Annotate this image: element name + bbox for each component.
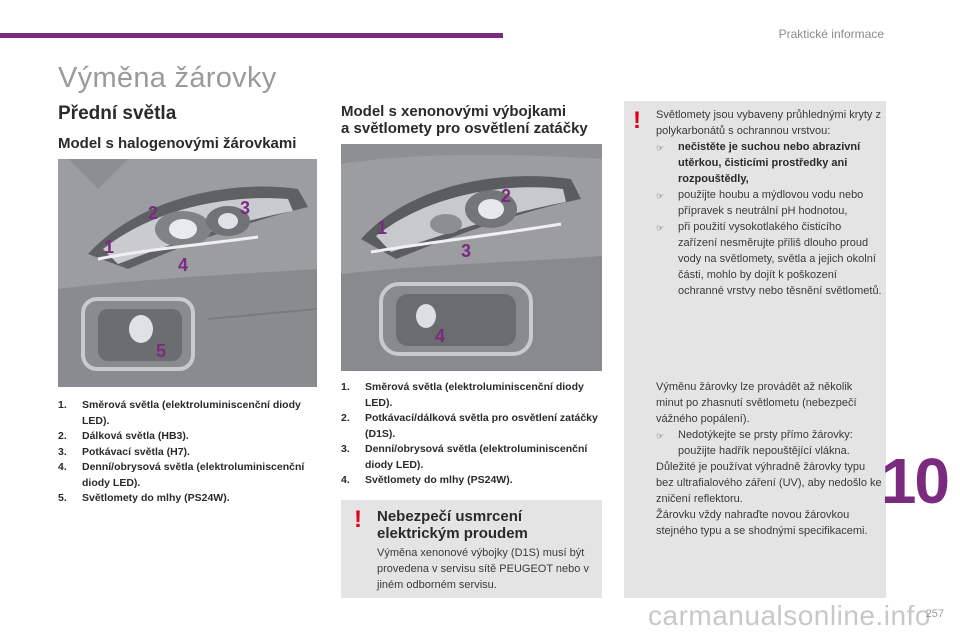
front-lights-heading: Přední světla	[58, 103, 177, 124]
bullet-hand-icon: ☞	[656, 223, 665, 233]
bullet-item: ☞ nečistěte je suchou nebo abrazivní utěrkou, čisticími prostředky ani rozpouštědly,	[656, 141, 861, 185]
xenon-model-heading: Model s xenonovými výbojkami a světlomety pro osvětlení zatáčky	[341, 103, 588, 137]
xenon-headlamp-photo: 1 2 3 4	[341, 144, 602, 371]
chapter-number: 10	[880, 445, 948, 517]
legend-item: 4. Světlomety do mlhy (PS24W).	[341, 474, 513, 486]
bullet-hand-icon: ☞	[656, 143, 665, 153]
legend-item: 4. Denní/obrysová světla (elektroluminiscenční diody LED).	[58, 461, 305, 489]
electrocution-warning-text: Výměna xenonové výbojky (D1S) musí být provedena v servisu sítě PEUGEOT nebo v jiném odborném servisu.	[377, 547, 589, 591]
legend-item: 1. Směrová světla (elektroluminiscenční diody LED).	[341, 381, 584, 409]
bullet-item: ☞ Nedotýkejte se prsty přímo žárovky: použijte hadřík nepouštějící vlákna.	[656, 429, 853, 457]
top-accent-bar	[0, 33, 503, 38]
halogen-headlamp-photo: 1 2 3 4 5	[58, 159, 317, 387]
warning-icon: !	[633, 107, 641, 134]
bullet-hand-icon: ☞	[656, 431, 665, 441]
halogen-legend	[58, 398, 318, 507]
bulb-replacement-text: Výměnu žárovky lze provádět až několik minut po zhasnutí světlometu (nebezpečí vážného popálení). ☞ Nedotýkejte se prsty přímo žárovky: použijte hadřík nepouštějící vlákna. Důležité je používat výhradně žárovky typu bez ultrafialového záření (UV), aby nedošlo ke zničení reflektoru. Žárovku vždy nahraďte novou žárovkou stejného typu a se shodnými specifikacemi.	[656, 381, 882, 537]
care-warning-box	[624, 101, 886, 598]
halogen-model-heading: Model s halogenovými žárovkami	[58, 135, 297, 152]
watermark: carmanualsonline.info	[648, 600, 931, 631]
legend-item: 3. Denní/obrysová světla (elektroluminiscenční diody LED).	[341, 443, 588, 471]
section-header: Praktické informace	[778, 27, 884, 41]
warning-icon: !	[354, 506, 362, 533]
xenon-legend	[341, 380, 603, 489]
page-number: 257	[925, 608, 944, 620]
bullet-item: ☞ použijte houbu a mýdlovou vodu nebo přípravek s neutrální pH hodnotou,	[656, 189, 864, 217]
bullet-hand-icon: ☞	[656, 191, 665, 201]
page-title: Výměna žárovky	[58, 62, 277, 94]
legend-item: 1. Směrová světla (elektroluminiscenční diody LED).	[58, 399, 301, 427]
electrocution-warning-box	[341, 500, 602, 598]
legend-item: 2. Potkávací/dálková světla pro osvětlení zatáčky (D1S).	[341, 412, 598, 440]
legend-item: 2. Dálková světla (HB3).	[58, 430, 189, 442]
legend-item: 5. Světlomety do mlhy (PS24W).	[58, 492, 230, 504]
legend-item: 3. Potkávací světla (H7).	[58, 445, 190, 458]
bullet-item: ☞ při použití vysokotlakého čisticího zařízení nesměrujte příliš dlouho proud vody na světlomety, světla a jejich okolní části, mohlo by dojít k poškození ochranné vrstvy nebo těsnění světlometů.	[656, 221, 882, 297]
electrocution-warning-title: Nebezpečí usmrcení elektrickým proudem	[377, 508, 528, 542]
polycarbonate-care-text: Světlomety jsou vybaveny průhlednými kryty z polykarbonátů s ochrannou vrstvou: ☞ nečistěte je suchou nebo abrazivní utěrkou, čisticími prostředky ani rozpouštědly, ☞ použijte houbu a mýdlovou vodu nebo přípravek s neutrální pH hodnotou, ☞ při použití vysokotlakého čisticího zařízení nesměrujte příliš dlouho proud vody na světlomety, světla a jejich okolní části, mohlo by dojít k poškození ochranné vrstvy nebo těsnění světlometů.	[656, 109, 882, 297]
